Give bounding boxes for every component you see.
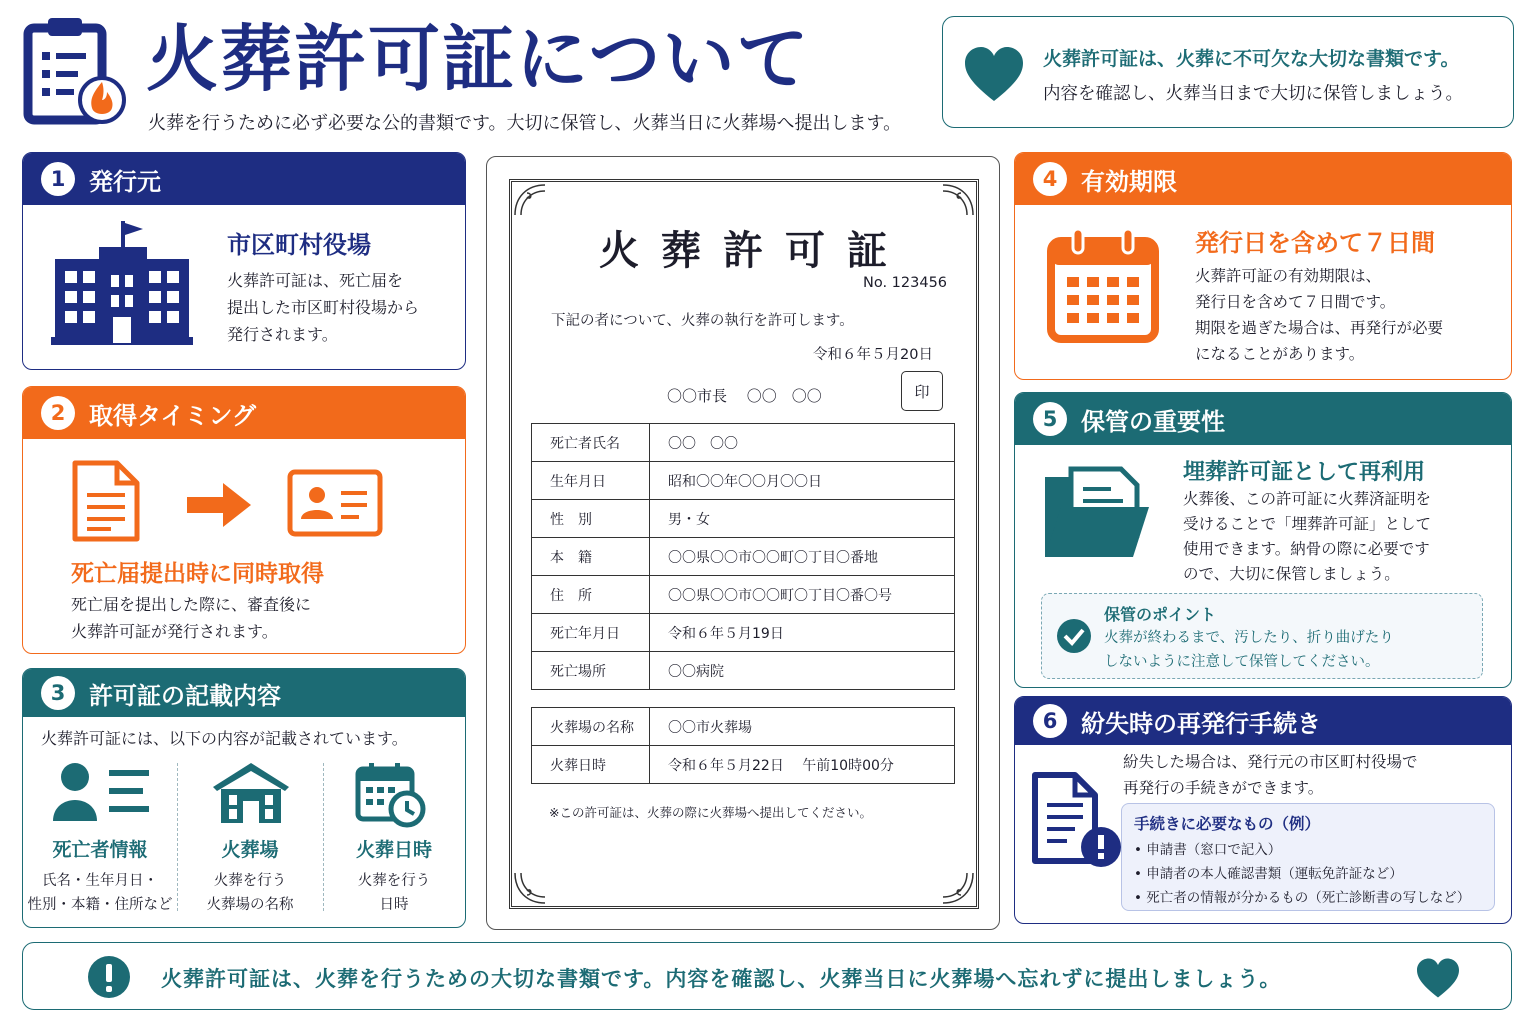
certificate-issuer: 〇〇市長 〇〇 〇〇 (667, 387, 822, 405)
contents-item-desc: 日時 (379, 897, 409, 913)
validity-heading: 発行日を含めて７日間 (1195, 229, 1435, 257)
page-subtitle: 火葬を行うために必ず必要な公的書類です。大切に保管し、火葬当日に火葬場へ提出します。 (148, 113, 902, 134)
page-title: 火葬許可証について (146, 17, 811, 101)
storage-body-line: 火葬後、この許可証に火葬済証明を (1183, 490, 1432, 508)
row-value: 令和６年５月22日 午前10時00分 (650, 746, 955, 784)
check-circle-icon (1056, 618, 1092, 654)
table-row (532, 746, 955, 784)
validity-body-line: になることがあります。 (1195, 345, 1365, 363)
row-key: 火葬日時 (532, 746, 650, 784)
required-items-title: 手続きに必要なもの（例） (1134, 815, 1321, 833)
storage-point-title: 保管のポイント (1104, 605, 1217, 624)
section-number: 6 (1033, 704, 1067, 738)
row-key: 性 別 (532, 500, 650, 538)
row-key: 生年月日 (532, 462, 650, 500)
table-row (532, 424, 955, 462)
storage-body-line: 受けることで「埋葬許可証」として (1183, 515, 1432, 533)
row-key: 火葬場の名称 (532, 708, 650, 746)
section-header (1015, 393, 1511, 445)
section-number: 2 (41, 396, 75, 430)
person-list-icon (53, 761, 153, 823)
corner-ornament-icon (941, 871, 975, 905)
required-items-box (1121, 803, 1495, 911)
issuer-body-line: 提出した市区町村役場から (227, 298, 420, 317)
clipboard-fire-icon (22, 14, 126, 126)
row-value: 〇〇市火葬場 (650, 708, 955, 746)
certificate-number: No. 123456 (863, 275, 948, 291)
section-contents (22, 668, 466, 928)
table-row (532, 462, 955, 500)
storage-heading: 埋葬許可証として再利用 (1183, 460, 1426, 485)
section-reissue (1014, 696, 1512, 924)
section-number: 5 (1033, 402, 1067, 436)
section-header (23, 153, 465, 205)
contents-item-label: 火葬日時 (355, 839, 432, 861)
building-icon (211, 761, 291, 825)
storage-point-box (1041, 593, 1483, 679)
table-row (532, 500, 955, 538)
section-title: 保管の重要性 (1081, 407, 1225, 436)
issuer-body-line: 発行されます。 (227, 325, 338, 344)
table-row (532, 538, 955, 576)
row-value: 男・女 (650, 500, 955, 538)
validity-body-line: 火葬許可証の有効期限は、 (1195, 267, 1382, 285)
table-row (532, 576, 955, 614)
calendar-clock-icon (355, 761, 427, 829)
validity-body-line: 発行日を含めて７日間です。 (1195, 293, 1396, 311)
reissue-body-line: 再発行の手続きができます。 (1123, 779, 1324, 797)
folder-icon (1041, 465, 1153, 561)
issuer-body-line: 火葬許可証は、死亡届を (227, 271, 404, 290)
section-title: 許可証の記載内容 (89, 681, 281, 710)
table-row (532, 614, 955, 652)
exclamation-circle-icon (87, 955, 131, 999)
row-key: 死亡年月日 (532, 614, 650, 652)
row-value: 〇〇県〇〇市〇〇町〇丁目〇番地 (650, 538, 955, 576)
issuer-heading: 市区町村役場 (227, 231, 371, 259)
city-hall-icon (49, 219, 195, 347)
validity-body-line: 期限を過ぎた場合は、再発行が必要 (1195, 319, 1444, 337)
certificate-statement: 下記の者について、火葬の執行を許可します。 (551, 313, 854, 329)
row-value: 〇〇病院 (650, 652, 955, 690)
section-timing (22, 386, 466, 654)
certificate-note: ※この許可証は、火葬の際に火葬場へ提出してください。 (549, 805, 872, 820)
row-key: 死亡者氏名 (532, 424, 650, 462)
footer-message: 火葬許可証は、火葬を行うための大切な書類です。内容を確認し、火葬当日に火葬場へ忘れずに提出しましょう。 (161, 967, 1282, 991)
row-key: 住 所 (532, 576, 650, 614)
storage-point-line: しないように注意して保管してください。 (1104, 654, 1380, 670)
contents-item-desc: 氏名・生年月日・ (42, 873, 158, 889)
calendar-icon (1047, 227, 1159, 343)
section-title: 有効期限 (1081, 167, 1177, 196)
storage-body-line: ので、大切に保管しましょう。 (1183, 565, 1400, 583)
row-key: 本 籍 (532, 538, 650, 576)
reissue-body-line: 紛失した場合は、発行元の市区町村役場で (1123, 753, 1418, 771)
section-header (23, 387, 465, 439)
section-header (1015, 697, 1511, 745)
certificate-title: 火葬許可証 (599, 227, 909, 274)
corner-ornament-icon (941, 183, 975, 217)
contents-intro: 火葬許可証には、以下の内容が記載されています。 (41, 729, 408, 748)
row-value: 令和６年５月19日 (650, 614, 955, 652)
seal-stamp: 印 (901, 371, 943, 411)
callout-line-1: 火葬許可証は、火葬に不可欠な大切な書類です。 (1043, 48, 1460, 70)
certificate-date: 令和６年５月20日 (813, 347, 933, 363)
callout-box (942, 16, 1514, 128)
section-title: 取得タイミング (89, 401, 257, 430)
callout-line-2: 内容を確認し、火葬当日まで大切に保管しましょう。 (1043, 84, 1463, 104)
timing-body-line: 死亡届を提出した際に、審査後に (71, 595, 312, 614)
section-header (23, 669, 465, 717)
section-header (1015, 153, 1511, 205)
corner-ornament-icon (513, 871, 547, 905)
section-issuer (22, 152, 466, 370)
document-alert-icon (1031, 771, 1127, 871)
contents-item-desc: 火葬を行う (213, 873, 287, 889)
document-icon (71, 459, 141, 543)
table-row (532, 708, 955, 746)
row-key: 死亡場所 (532, 652, 650, 690)
contents-item-label: 火葬場 (221, 839, 279, 861)
section-storage (1014, 392, 1512, 688)
storage-body-line: 使用できます。納骨の際に必要です (1183, 540, 1430, 558)
certificate-table-crematorium (531, 707, 955, 784)
timing-heading: 死亡届提出時に同時取得 (71, 561, 324, 587)
section-validity (1014, 152, 1512, 380)
required-item-text: 申請者の本人確認書類（運転免許証など） (1146, 866, 1403, 882)
section-number: 1 (41, 162, 75, 196)
row-value: 昭和〇〇年〇〇月〇〇日 (650, 462, 955, 500)
table-row (532, 652, 955, 690)
section-number: 4 (1033, 162, 1067, 196)
contents-item-desc: 火葬場の名称 (206, 897, 294, 913)
row-value: 〇〇県〇〇市〇〇町〇丁目〇番〇号 (650, 576, 955, 614)
required-item: • 死亡者の情報が分かるもの（死亡診断書の写しなど） (1134, 890, 1471, 906)
timing-body-line: 火葬許可証が発行されます。 (71, 622, 278, 641)
contents-item-desc: 火葬を行う (357, 873, 431, 889)
required-item-text: 申請書（窓口で記入） (1146, 842, 1282, 858)
footer-banner (22, 942, 1512, 1010)
arrow-right-icon (185, 481, 253, 529)
section-title: 紛失時の再発行手続き (1081, 709, 1321, 738)
contents-item-desc: 性別・本籍・住所など (27, 897, 173, 913)
heart-icon (1415, 957, 1461, 999)
required-item: • 申請者の本人確認書類（運転免許証など） (1134, 866, 1403, 882)
row-value: 〇〇 〇〇 (650, 424, 955, 462)
corner-ornament-icon (513, 183, 547, 217)
contents-item-label: 死亡者情報 (52, 839, 148, 861)
section-title: 発行元 (89, 167, 161, 196)
certificate-sample (486, 156, 1000, 930)
heart-icon (963, 45, 1025, 103)
id-card-icon (287, 469, 383, 537)
section-number: 3 (41, 676, 75, 710)
required-item-text: 死亡者の情報が分かるもの（死亡診断書の写しなど） (1146, 890, 1471, 906)
certificate-table (531, 423, 955, 690)
storage-point-line: 火葬が終わるまで、汚したり、折り曲げたり (1104, 630, 1394, 646)
required-item: • 申請書（窓口で記入） (1134, 842, 1282, 858)
